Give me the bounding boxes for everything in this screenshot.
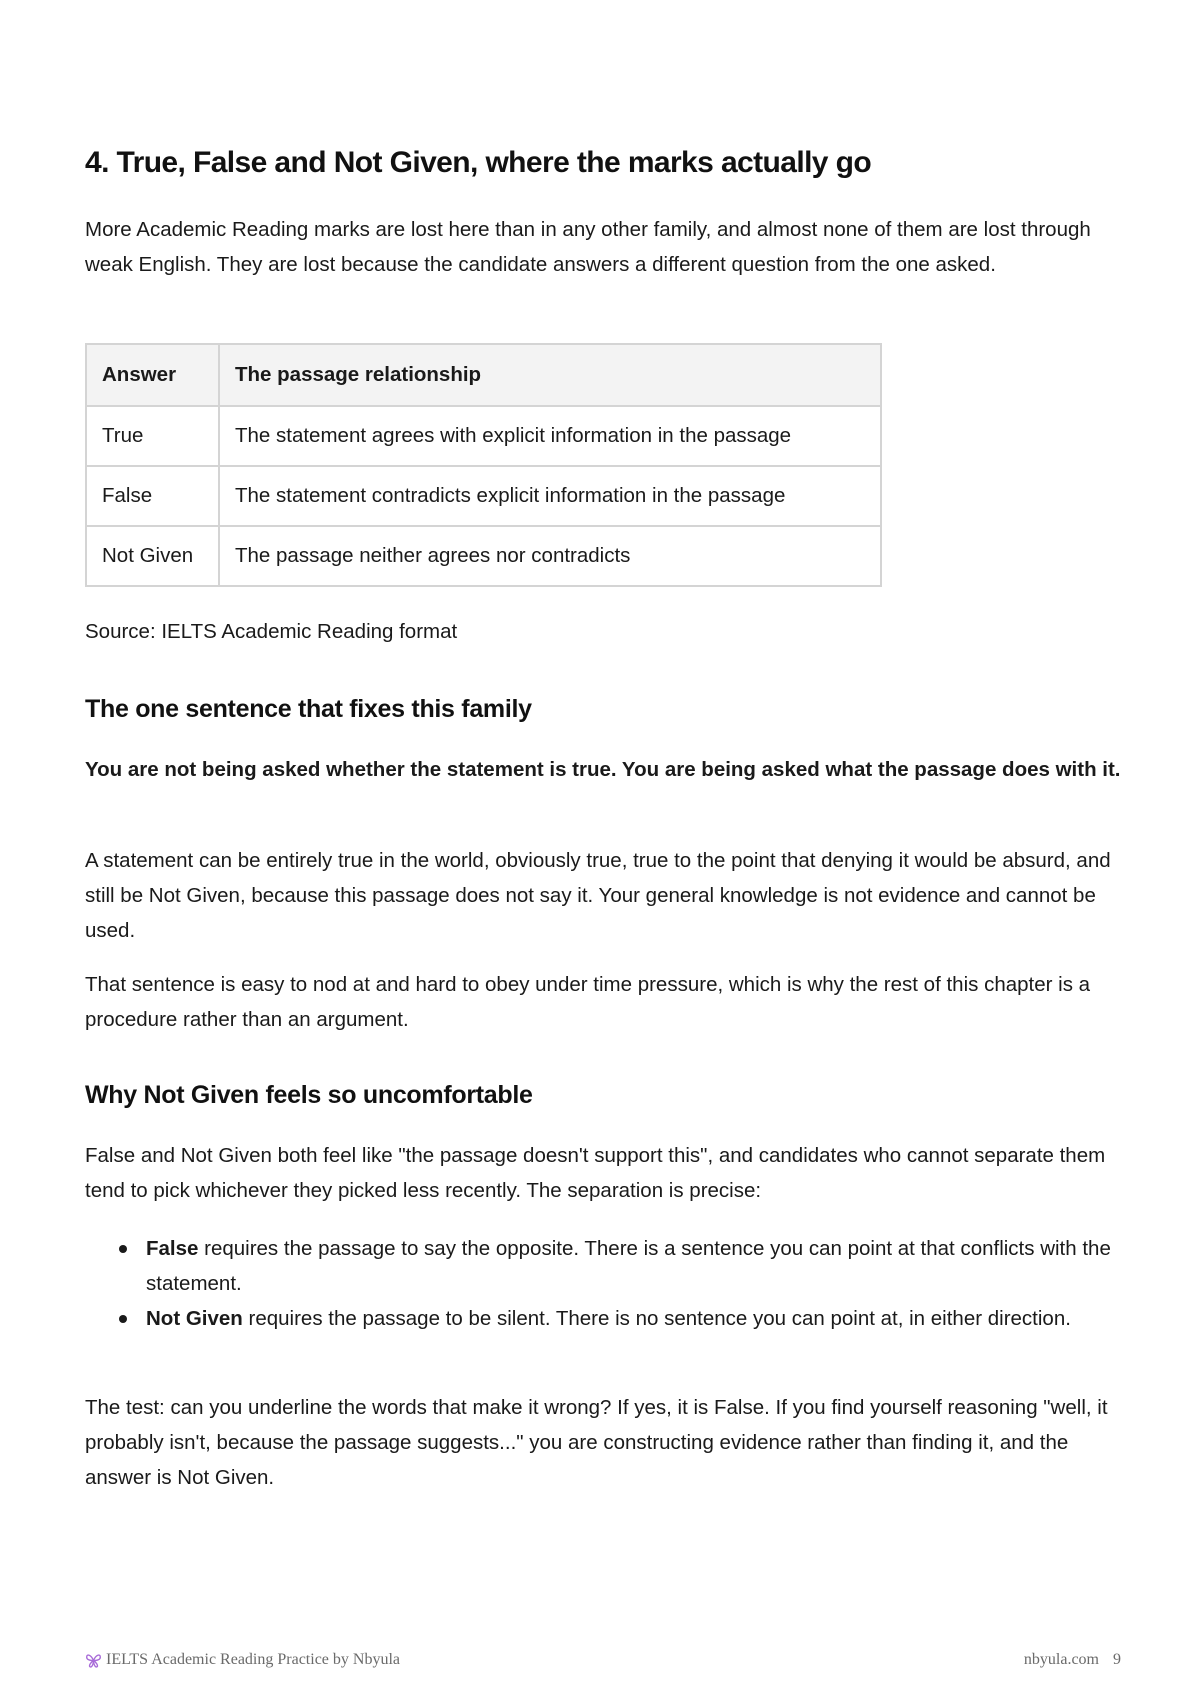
- footer-left: [85, 1651, 400, 1669]
- table-row: [86, 466, 881, 526]
- list-item-term: False: [146, 1237, 199, 1260]
- table-header-row: [86, 344, 881, 406]
- table-cell-relationship: The statement contradicts explicit information in the passage: [219, 466, 881, 526]
- intro-paragraph: More Academic Reading marks are lost here than in any other family, and almost none of them are lost through weak English. They are lost because the candidate answers a different question from the one asked.: [85, 218, 1091, 276]
- table-cell-relationship: The statement agrees with explicit information in the passage: [219, 406, 881, 466]
- table-row: [86, 406, 881, 466]
- table-cell-answer: Not Given: [86, 526, 219, 586]
- list-item: [85, 1301, 1125, 1336]
- section-heading-not-given: Why Not Given feels so uncomfortable: [85, 1081, 533, 1109]
- list-item-text: requires the passage to say the opposite. There is a sentence you can point at that conflicts with the statement.: [146, 1237, 1111, 1295]
- bullet-icon: [119, 1315, 127, 1323]
- butterfly-logo-icon: [85, 1652, 102, 1669]
- paragraph-procedure: That sentence is easy to nod at and hard to obey under time pressure, which is why the rest of this chapter is a procedure rather than an argument.: [85, 973, 1091, 1031]
- page-number: 9: [1113, 1651, 1121, 1668]
- paragraph-underline-test: The test: can you underline the words that make it wrong? If yes, it is False. If you find yourself reasoning "well, it probably isn't, because the passage suggests..." you are constructing evidence rather than finding it, and the answer is Not Given.: [85, 1396, 1108, 1489]
- table-header-relationship: The passage relationship: [219, 344, 881, 406]
- list-item: [85, 1231, 1125, 1301]
- bullet-icon: [119, 1245, 127, 1253]
- table-source-note: Source: IELTS Academic Reading format: [85, 620, 458, 643]
- paragraph-general-knowledge: A statement can be entirely true in the world, obviously true, true to the point that denying it would be absurd, and still be Not Given, because this passage does not say it. Your general knowledge is not evidence and cannot be used.: [85, 849, 1111, 942]
- chapter-heading: 4. True, False and Not Given, where the marks actually go: [85, 146, 872, 179]
- section-heading-one-sentence: The one sentence that fixes this family: [85, 695, 532, 723]
- key-sentence: You are not being asked whether the statement is true. You are being asked what the passage does with it.: [85, 758, 1121, 781]
- list-item-term: Not Given: [146, 1307, 243, 1330]
- table-header-answer: Answer: [86, 344, 219, 406]
- footer-book-title: IELTS Academic Reading Practice by Nbyula: [106, 1651, 400, 1668]
- table-cell-answer: True: [86, 406, 219, 466]
- footer-site-link[interactable]: nbyula.com: [1023, 1651, 1099, 1668]
- answer-relationship-table: [85, 343, 882, 587]
- paragraph-false-vs-not-given: False and Not Given both feel like "the passage doesn't support this", and candidates who cannot separate them tend to pick whichever they picked less recently. The separation is precise:: [85, 1144, 1106, 1202]
- distinction-list: [85, 1231, 1125, 1336]
- list-item-text: requires the passage to be silent. There is no sentence you can point at, in either direction.: [242, 1307, 1071, 1330]
- table-cell-relationship: The passage neither agrees nor contradicts: [219, 526, 881, 586]
- table-cell-answer: False: [86, 466, 219, 526]
- table-row: [86, 526, 881, 586]
- footer-right: [1024, 1651, 1121, 1669]
